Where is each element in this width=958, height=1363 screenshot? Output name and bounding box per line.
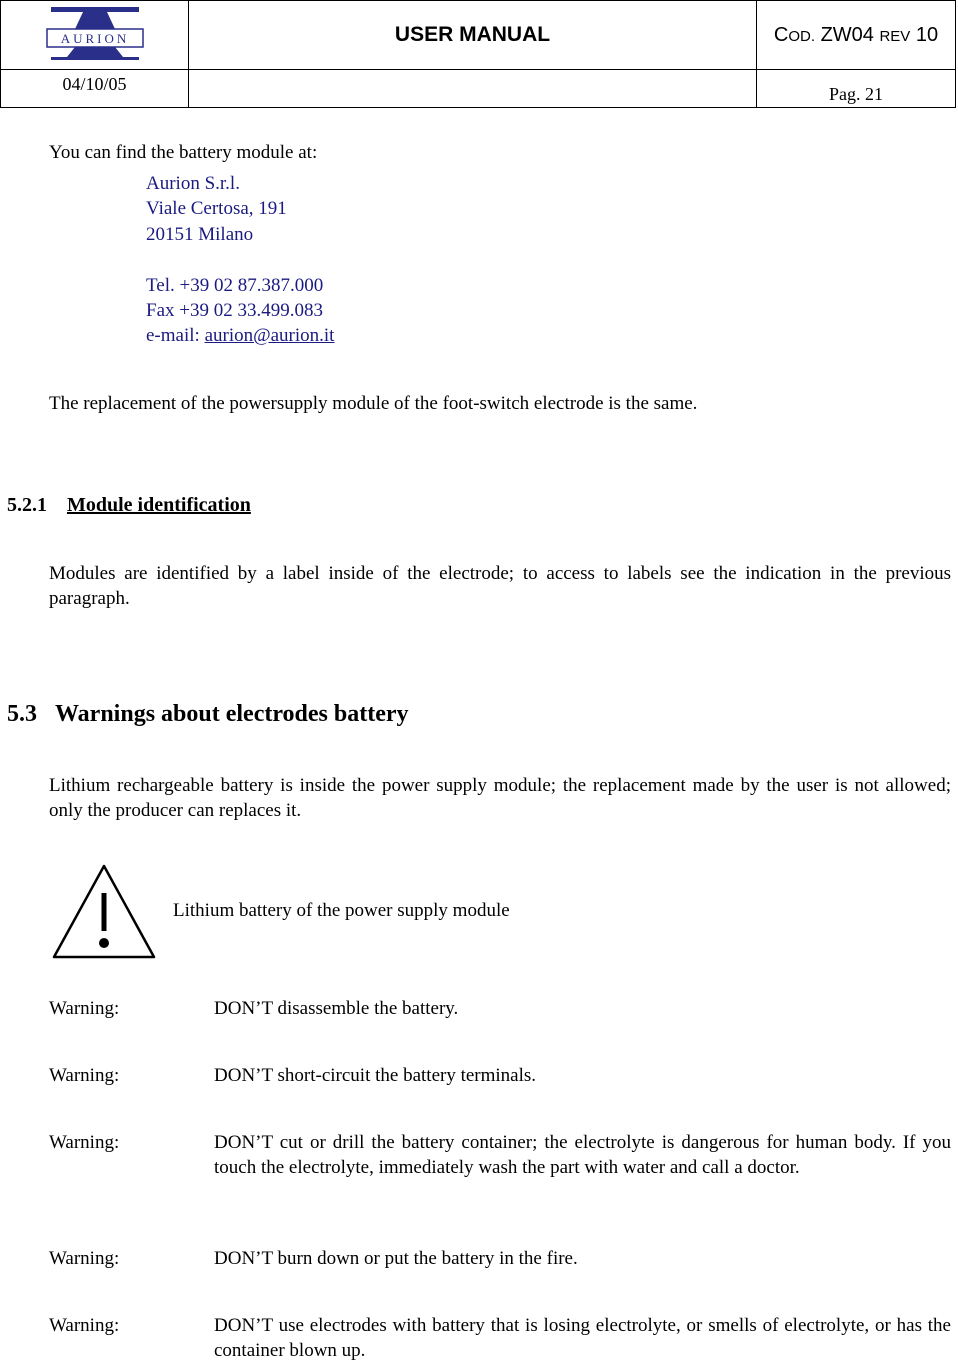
page-number: Pag. 21 [757, 70, 956, 108]
code-main: ZW04 [820, 23, 874, 46]
section-53-title: Warnings about electrodes battery [55, 701, 409, 727]
address-city: 20151 Milano [146, 224, 254, 245]
warning-label: Warning: [49, 1132, 120, 1153]
warning-label: Warning: [49, 1248, 120, 1269]
code-rev: REV [879, 27, 911, 45]
warning-triangle-icon [51, 863, 157, 960]
aurion-logo [45, 5, 145, 61]
document-code [757, 1, 956, 70]
section-53-body: Lithium rechargeable battery is inside the power supply module; the replacement made by the user is not allowed; only the producer can replaces it. [49, 775, 951, 821]
document-date: 04/10/05 [1, 70, 189, 108]
warning-text: DON’T burn down or put the battery in the fire. [214, 1248, 578, 1269]
warning-label: Warning: [49, 1065, 120, 1086]
warning-label: Warning: [49, 998, 120, 1019]
section-521-number: 5.2.1 [7, 494, 47, 516]
section-521-title: Module identification [67, 494, 251, 516]
code-od: OD. [788, 27, 815, 45]
empty-cell [189, 70, 757, 108]
email-label: e-mail: [146, 325, 205, 346]
section-521-body: Modules are identified by a label inside of the electrode; to access to labels see the indication in the previous paragraph. [49, 563, 951, 609]
address-fax: Fax +39 02 33.499.083 [146, 300, 323, 321]
email-link[interactable]: aurion@aurion.it [204, 325, 335, 346]
warning-text: DON’T cut or drill the battery container; the electrolyte is dangerous for human body. If you touch the electrolyte, immediately wash the part with water and call a doctor. [214, 1132, 951, 1178]
address-email-line [146, 323, 334, 348]
address-company: Aurion S.r.l. [146, 173, 240, 194]
address-street: Viale Certosa, 191 [146, 198, 287, 219]
warning-text: DON’T use electrodes with battery that is losing electrolyte, or smells of electrolyte, or has the container blown up. [214, 1315, 951, 1361]
section-53-heading [7, 701, 409, 728]
logo-text: AURION [60, 30, 129, 46]
code-prefix: C [773, 23, 789, 46]
warning-text: DON’T disassemble the battery. [214, 998, 459, 1019]
section-53-number: 5.3 [7, 701, 37, 727]
manual-title: USER MANUAL [189, 1, 757, 70]
warning-label: Warning: [49, 1315, 120, 1336]
replacement-text: The replacement of the powersupply module of the foot-switch electrode is the same. [49, 393, 698, 414]
warning-text: DON’T short-circuit the battery terminals. [214, 1065, 537, 1086]
address-tel: Tel. +39 02 87.387.000 [146, 275, 324, 296]
find-battery-text: You can find the battery module at: [49, 142, 318, 163]
code-num: 10 [915, 23, 939, 46]
logo-cell [1, 1, 189, 70]
caution-caption: Lithium battery of the power supply module [173, 900, 510, 921]
document-header [0, 0, 956, 108]
section-521-heading [7, 494, 251, 517]
